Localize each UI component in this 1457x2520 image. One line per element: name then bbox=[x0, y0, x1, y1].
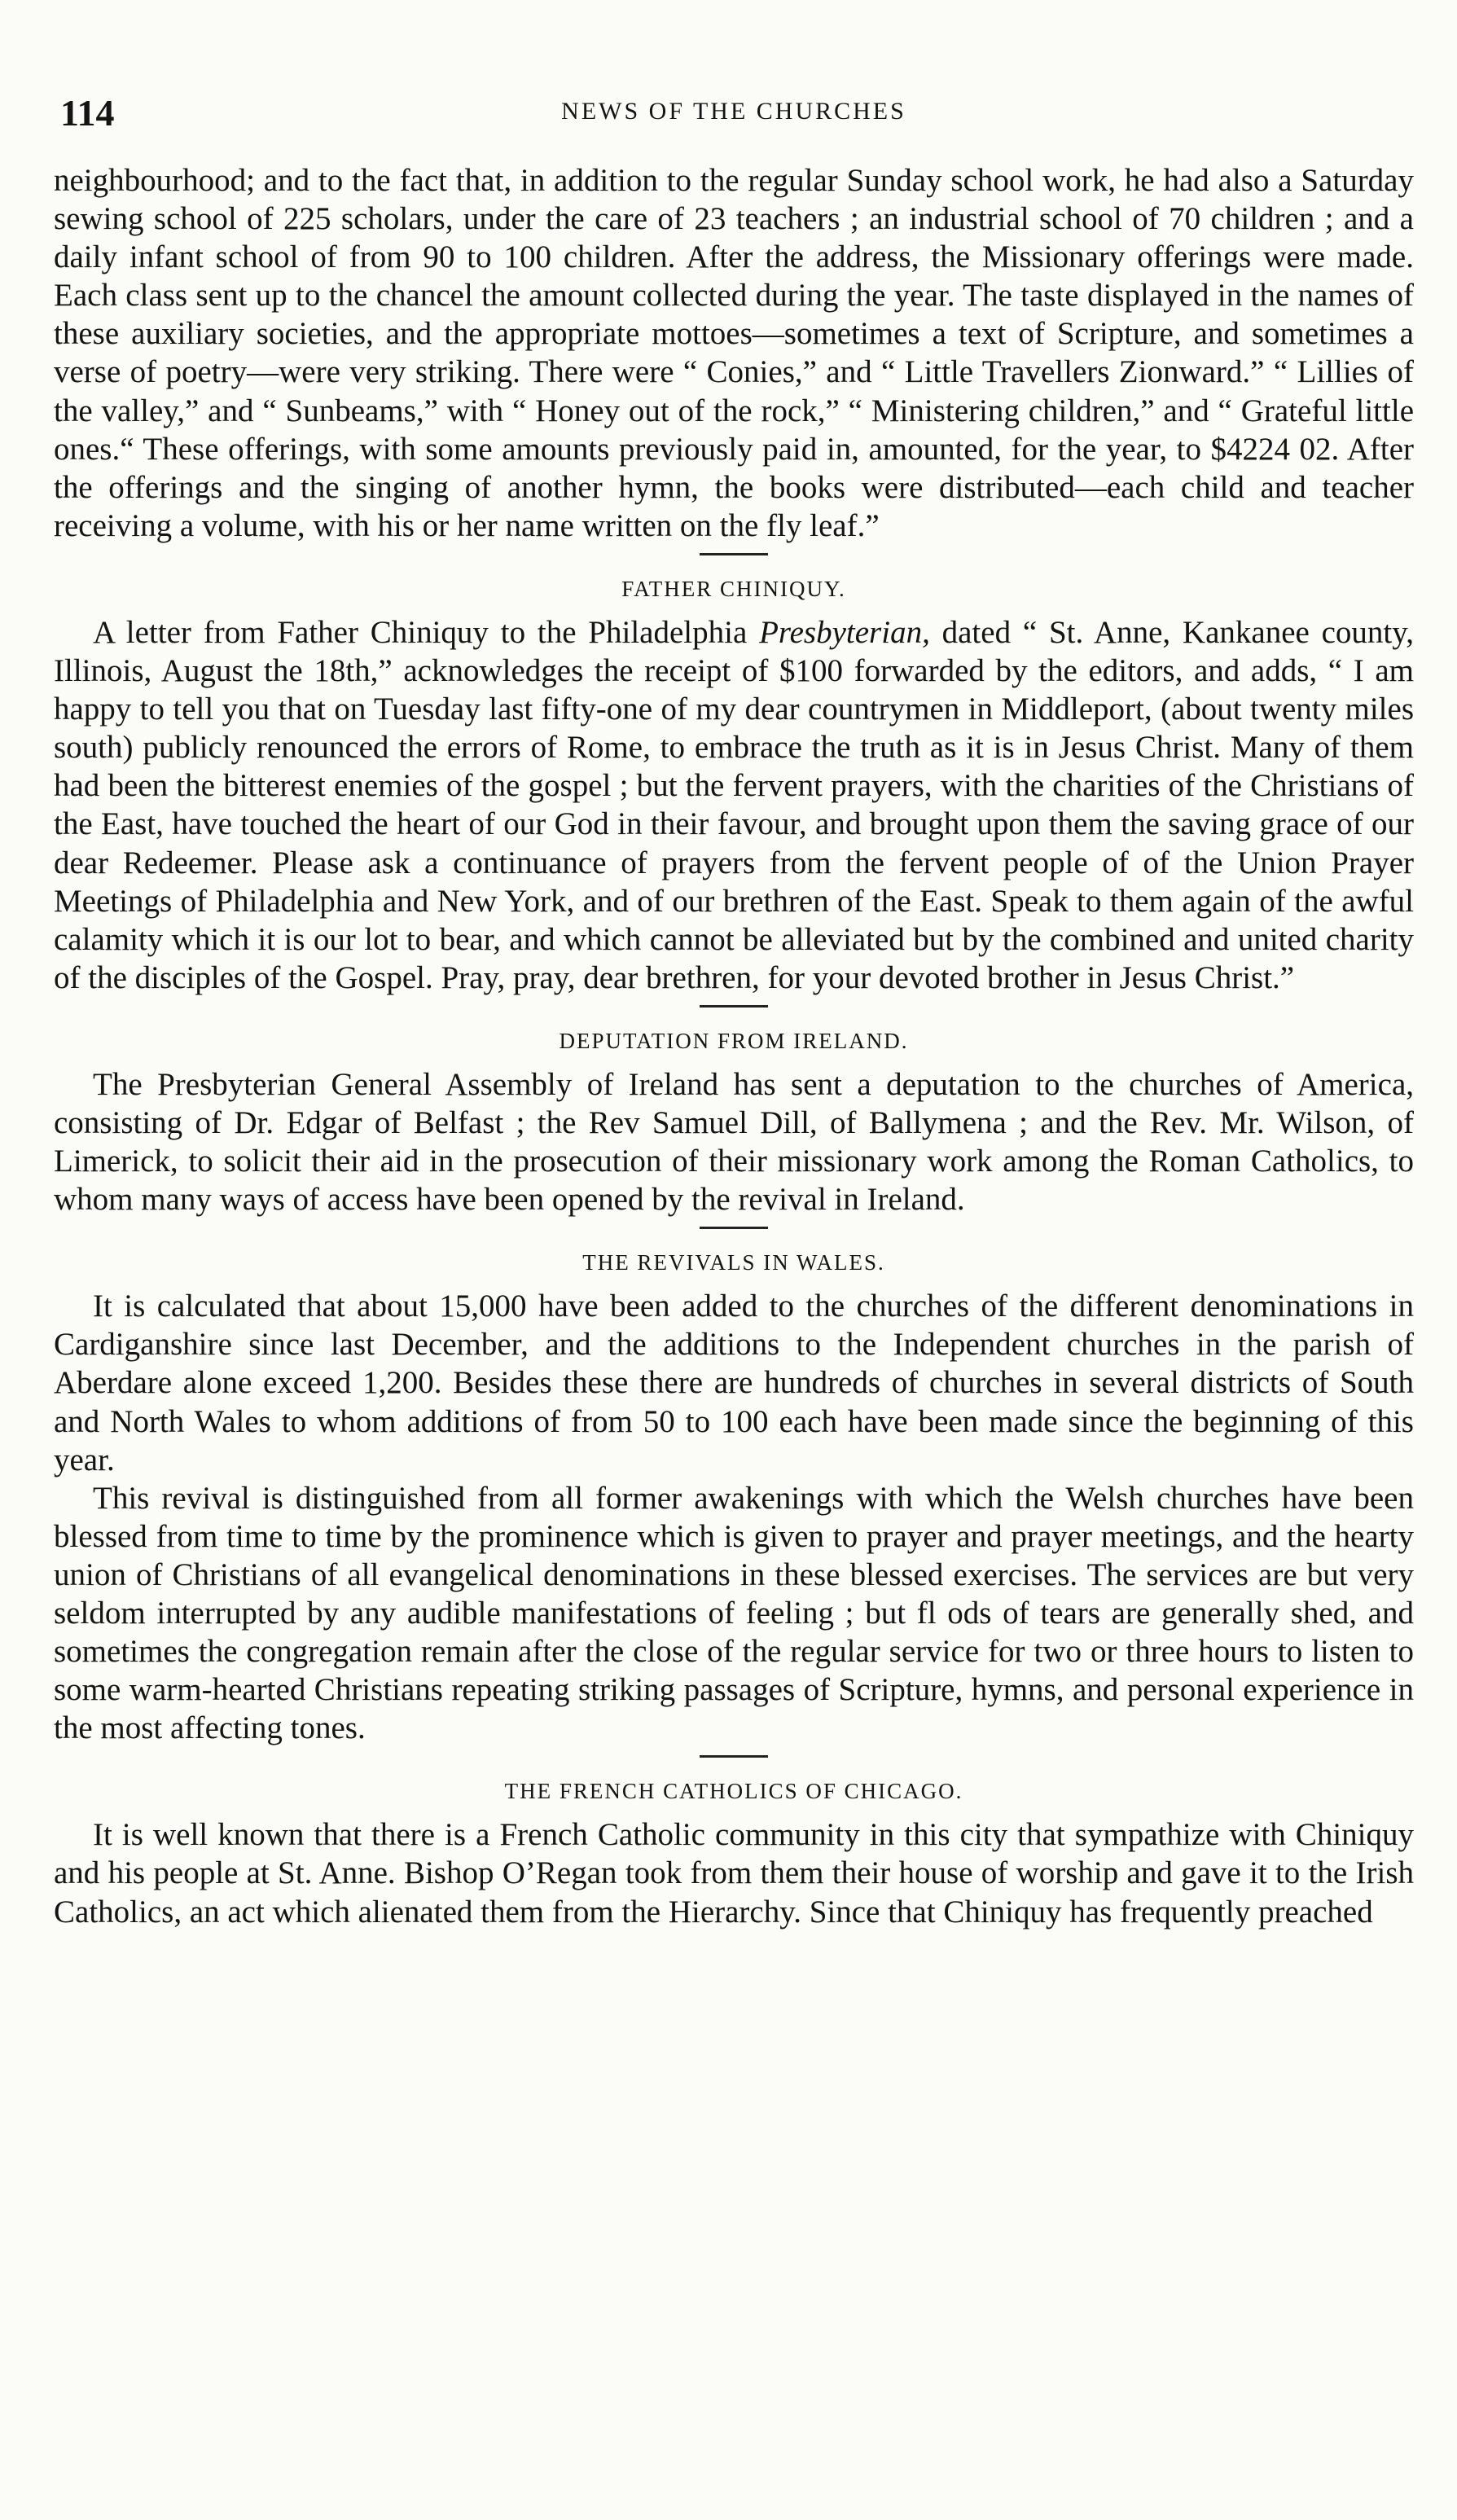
section-divider bbox=[700, 553, 768, 555]
chiniquy-paragraph bbox=[54, 613, 1414, 997]
intro-paragraph: neighbourhood; and to the fact that, in addition to the regular Sunday school work, he had also a Saturday sewing school of 225 scholars, under the care of 23 teachers ; an industrial school of 70 children ; and a daily infant school of from 90 to 100 children. After the address, the Missionary offerings were made. Each class sent up to the chancel the amount collected during the year. The taste displayed in the names of these auxiliary societies, and the appropriate mottoes—sometimes a text of Scripture, and sometimes a verse of poetry—were very striking. There were “ Conies,” and “ Little Travellers Zionward.” “ Lillies of the valley,” and “ Sunbeams,” with “ Honey out of the rock,” “ Ministering children,” and “ Grateful little ones.“ These offerings, with some amounts previously paid in, amounted, for the year, to $4224 02. After the offerings and the singing of another hymn, the books were distributed—each child and teacher receiving a volume, with his or her name written on the fly leaf.” bbox=[54, 163, 1414, 543]
chicago-paragraph: It is well known that there is a French Catholic community in this city that sympathize with Chiniquy and his people at St. Anne. Bishop O’Regan took from them their house of worship and gave it to the Irish Catholics, an act which alienated them from the Hierarchy. Since that Chiniquy has frequently preached bbox=[54, 1817, 1414, 1930]
running-title: NEWS OF THE CHURCHES bbox=[561, 98, 906, 125]
section-divider bbox=[700, 1005, 768, 1008]
page-number: 114 bbox=[60, 92, 115, 134]
newspaper-title: Presbyterian, bbox=[759, 614, 930, 650]
section-heading-wales: THE REVIVALS IN WALES. bbox=[582, 1250, 885, 1275]
running-head bbox=[54, 91, 1414, 140]
chiniquy-text-rest: dated “ St. Anne, Kankanee county, Illinois, August the 18th,” acknowledges the receipt of $100 forwarded by the editors, and adds, “ I am happy to tell you that on Tuesday last fifty-one of my dear countrymen in Middleport, (about twenty miles south) publicly renounced the errors of Rome, to embrace the truth as it is in Jesus Christ. Many of them had been the bitterest enemies of the gospel ; but the fervent prayers, with the charities of the Christians of the East, have touched the heart of our God in their favour, and brought upon them the saving grace of our dear Redeemer. Please ask a continuance of prayers from the fervent people of of the Union Prayer Meetings of Philadelphia and New York, and of our brethren of the East. Speak to them again of the awful calamity which it is our lot to bear, and which cannot be alleviated but by the combined and united charity of the disciples of the Gospel. Pray, pray, dear brethren, for your devoted brother in Jesus Christ.” bbox=[54, 614, 1414, 995]
chiniquy-text-start: A letter from Father Chiniquy to the Philadelphia bbox=[93, 614, 760, 650]
section-heading-chiniquy: FATHER CHINIQUY. bbox=[621, 576, 846, 601]
wales-paragraph-2: This revival is distinguished from all former awakenings with which the Welsh churches have been blessed from time to time by the prominence which is given to prayer and prayer meetings, and the hearty union of Christians of all evangelical denominations in these blessed exercises. The services are but very seldom interrupted by any audible manifestations of feeling ; but fl ods of tears are generally shed, and sometimes the congregation remain after the close of the regular service for two or three hours to listen to some warm-hearted Christians repeating striking passages of Scripture, hymns, and personal experience in the most affecting tones. bbox=[54, 1480, 1414, 1746]
deputation-paragraph: The Presbyterian General Assembly of Ireland has sent a deputation to the churches of America, consisting of Dr. Edgar of Belfast ; the Rev Samuel Dill, of Ballymena ; and the Rev. Mr. Wilson, of Limerick, to solicit their aid in the prosecution of their missionary work among the Roman Catholics, to whom many ways of access have been opened by the revival in Ireland. bbox=[54, 1066, 1414, 1218]
wales-paragraph-1: It is calculated that about 15,000 have been added to the churches of the different denominations in Cardiganshire since last December, and the additions to the Independent churches in the parish of Aberdare alone exceed 1,200. Besides these there are hundreds of churches in several districts of South and North Wales to whom additions of from 50 to 100 each have been made since the beginning of this year. bbox=[54, 1289, 1414, 1477]
section-heading-chicago: THE FRENCH CATHOLICS OF CHICAGO. bbox=[504, 1779, 963, 1804]
page bbox=[54, 91, 1414, 1931]
section-heading-deputation: DEPUTATION FROM IRELAND. bbox=[559, 1028, 909, 1053]
section-divider bbox=[700, 1227, 768, 1229]
section-divider bbox=[700, 1755, 768, 1758]
